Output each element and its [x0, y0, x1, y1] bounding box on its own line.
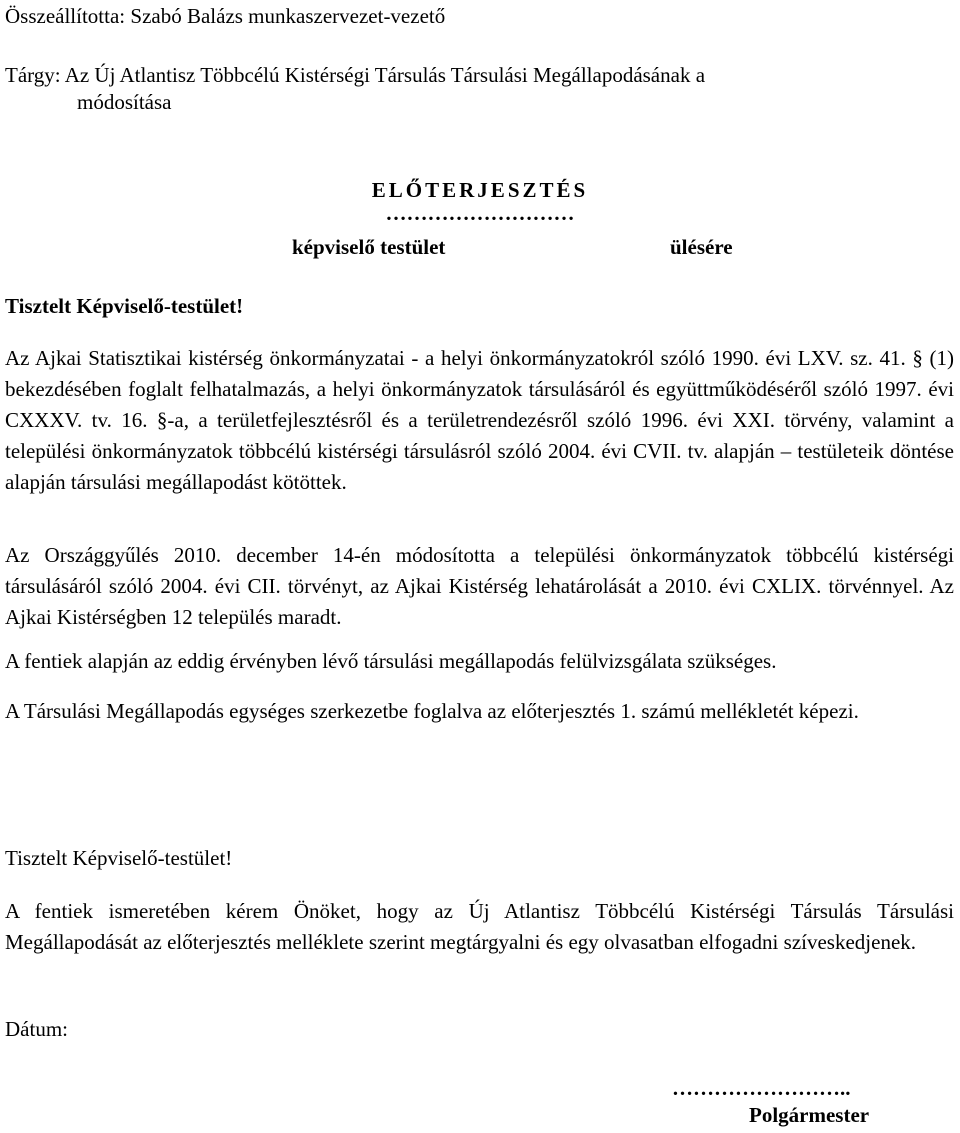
- meeting-label: ülésére: [670, 235, 733, 259]
- signature-title: Polgármester: [749, 1103, 870, 1127]
- paragraph-request: A fentiek ismeretében kérem Önöket, hogy az Új Atlantisz Többcélú Kistérségi Társulás Társulási Megállapodását az előterjesztés melléklete szerint megtárgyalni és egy olvasatban elfogadni szíveskedjenek.: [5, 899, 954, 954]
- date-label: Dátum:: [5, 1017, 68, 1041]
- paragraph-legal-basis: Az Ajkai Statisztikai kistérség önkormányzatai - a helyi önkormányzatokról szóló 1990. évi LXV. sz. 41. § (1) bekezdésében foglalt felhatalmazás, a helyi önkormányzatok társulásáról és együttműködéséről szóló 1997. évi CXXXV. tv. 16. §-a, a területfejlesztésről és a területrendezésről szóló 1996. évi XXI. törvény, valamint a települési önkormányzatok többcélú kistérségi társulásról szóló 2004. évi CVII. tv. alapján – testületeik döntése alapján társulási megállapodást kötöttek.: [5, 346, 954, 494]
- paragraph-attachment: A Társulási Megállapodás egységes szerkezetbe foglalva az előterjesztés 1. számú mellékletét képezi.: [5, 699, 859, 723]
- signature-dots: ……………………..: [672, 1076, 851, 1100]
- document-title: ELŐTERJESZTÉS: [371, 178, 589, 202]
- meeting-date-dots: ………………………: [385, 201, 575, 225]
- paragraph-amendment: Az Országgyűlés 2010. december 14-én módosította a települési önkormányzatok többcélú kistérségi társulásáról szóló 2004. évi CII. törvényt, az Ajkai Kistérség lehatárolását a 2010. évi CXLIX. törvénnyel. Az Ajkai Kistérségben 12 település maradt.: [5, 543, 954, 629]
- compiled-by: Összeállította: Szabó Balázs munkaszervezet-vezető: [5, 4, 446, 28]
- salutation-bottom: Tisztelt Képviselő-testület!: [5, 846, 233, 870]
- paragraph-review-needed: A fentiek alapján az eddig érvényben lévő társulási megállapodás felülvizsgálata szükséges.: [5, 649, 777, 673]
- body-label: képviselő testület: [292, 235, 446, 259]
- subject-line-2: módosítása: [77, 90, 172, 114]
- subject-line-1: Tárgy: Az Új Atlantisz Többcélú Kistérségi Társulás Társulási Megállapodásának a: [5, 63, 706, 87]
- salutation-top: Tisztelt Képviselő-testület!: [5, 294, 244, 318]
